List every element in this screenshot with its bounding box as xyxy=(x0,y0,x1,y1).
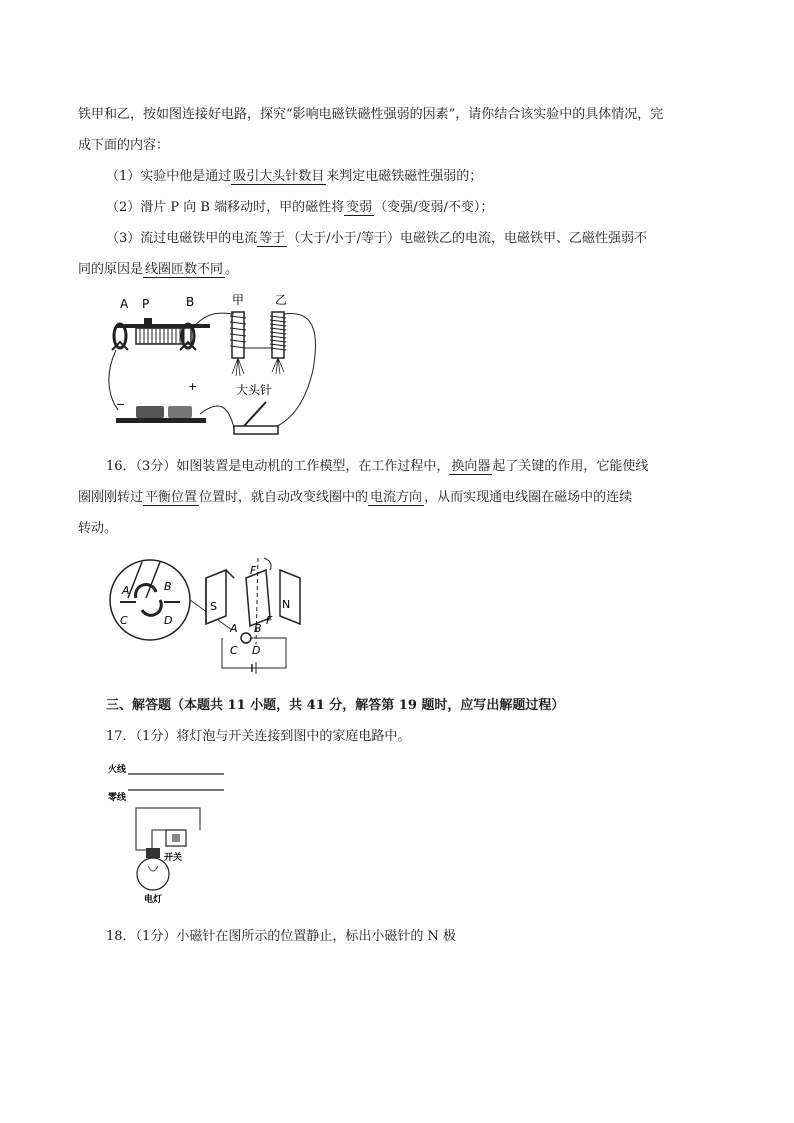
electromagnet-label-jia: 甲 xyxy=(232,293,245,307)
commutator-label-a: A xyxy=(122,584,130,597)
q16-line2-middle: 位置时，就自动改变线圈中的 xyxy=(199,490,369,505)
electromagnet-circuit-figure xyxy=(108,290,328,442)
pins-caption: 大头针 xyxy=(236,383,273,397)
commutator-label-d: D xyxy=(164,614,173,627)
q16-answer-1: 换向器 xyxy=(451,459,491,474)
neutral-wire-label: 零线 xyxy=(108,793,127,803)
intro-line-2: 成下面的内容： xyxy=(78,138,170,153)
commutator-label-b: B xyxy=(164,580,172,593)
sub2-answer: 变弱 xyxy=(346,200,373,215)
rheostat-label-b: B xyxy=(186,295,195,309)
sub-question-3 xyxy=(106,230,647,248)
sub3-answer-1: 等于 xyxy=(259,231,286,246)
electromagnet-label-yi: 乙 xyxy=(275,293,288,307)
rheostat-label-a: A xyxy=(120,297,129,311)
switch-label: 开关 xyxy=(164,853,183,863)
battery-plus-label: + xyxy=(188,380,198,393)
sub3-prefix: （3）流过电磁铁甲的电流 xyxy=(106,231,258,246)
sub3-answer-2: 线圈匝数不同 xyxy=(145,262,224,277)
motor-label-b: B xyxy=(254,622,262,635)
lamp-label: 电灯 xyxy=(144,895,163,905)
motor-model-figure xyxy=(106,548,302,674)
magnet-pole-n: N xyxy=(282,598,291,611)
sub-question-3-line-2 xyxy=(78,261,238,279)
question-16-line-3: 转动。 xyxy=(78,521,118,536)
slider-label-p: P xyxy=(142,297,150,311)
question-18: 18．（1分）小磁针在图所示的位置静止，标出小磁针的 N 极 xyxy=(106,929,456,944)
sub3-line2-suffix: 。 xyxy=(225,262,239,277)
intro-line-1: 铁甲和乙，按如图连接好电路，探究“影响电磁铁磁性强弱的因素”，请你结合该实验中的具体情况，完 xyxy=(78,107,664,122)
sub1-suffix: 来判定电磁铁磁性强弱的； xyxy=(326,169,483,184)
q16-prefix: 16．（3分）如图装置是电动机的工作模型，在工作过程中， xyxy=(106,459,450,474)
household-circuit-figure xyxy=(106,758,232,906)
question-16-line-2 xyxy=(78,489,632,507)
q16-line2-suffix: ，从而实现通电线圈在磁场中的连续 xyxy=(424,490,633,505)
commutator-label-c: C xyxy=(120,614,128,627)
section-3-title: 三、解答题（本题共 11 小题，共 41 分，解答第 19 题时，应写出解题过程） xyxy=(106,698,565,713)
sub-question-2 xyxy=(106,199,493,217)
sub-question-1 xyxy=(106,168,482,186)
sub2-suffix: （变强/变弱/不变）； xyxy=(374,200,494,215)
motor-label-d: D xyxy=(252,644,261,657)
q16-answer-3: 电流方向 xyxy=(370,490,423,505)
sub1-answer: 吸引大头针数目 xyxy=(233,169,325,184)
sub3-middle: （大于/小于/等于）电磁铁乙的电流，电磁铁甲、乙磁性强弱不 xyxy=(287,231,648,246)
sub2-prefix: （2）滑片 P 向 B 端移动时，甲的磁性将 xyxy=(106,200,345,215)
question-17: 17．（1分）将灯泡与开关连接到图中的家庭电路中。 xyxy=(106,729,411,744)
force-label-bottom: F xyxy=(266,614,273,627)
battery-minus-label: − xyxy=(116,398,126,411)
q16-suffix-1: 起了关键的作用，它能使线 xyxy=(492,459,649,474)
q16-line2-prefix: 圈刚刚转过 xyxy=(78,490,144,505)
question-16-line-1 xyxy=(106,458,648,476)
q16-answer-2: 平衡位置 xyxy=(145,490,198,505)
sub1-prefix: （1）实验中他是通过 xyxy=(106,169,232,184)
magnet-pole-s: S xyxy=(210,600,217,613)
live-wire-label: 火线 xyxy=(108,765,127,775)
sub3-line2-prefix: 同的原因是 xyxy=(78,262,144,277)
motor-label-c: C xyxy=(230,644,238,657)
force-label-top: F xyxy=(250,564,257,577)
motor-label-a: A xyxy=(230,622,238,635)
